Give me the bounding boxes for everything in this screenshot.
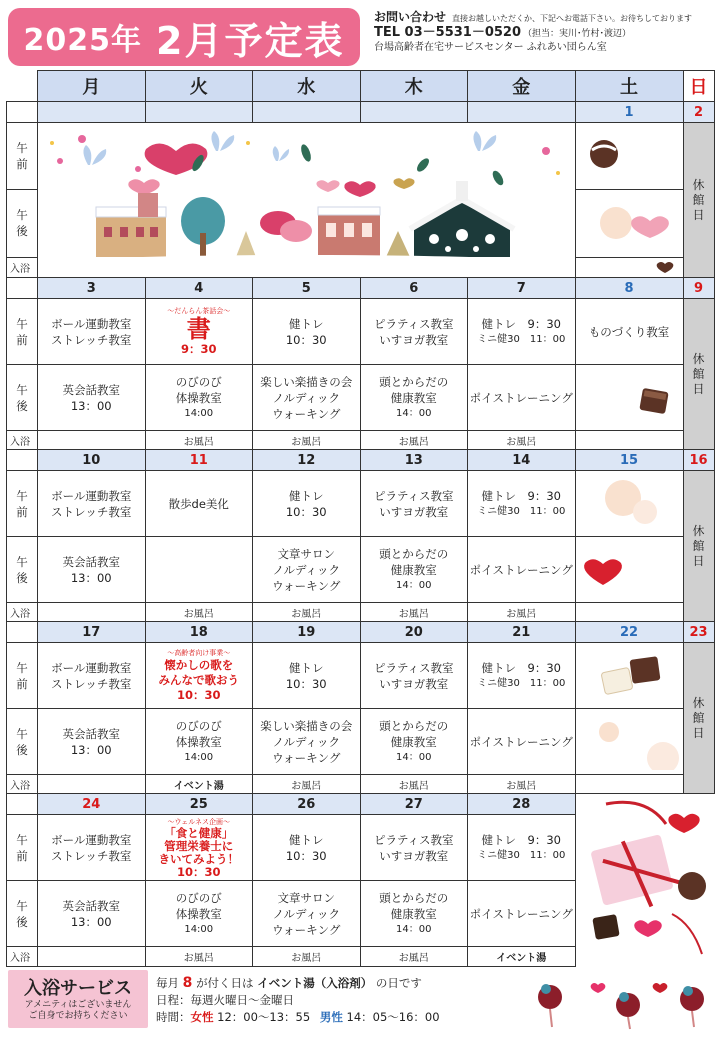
header-corner [7, 71, 38, 102]
gift-art [576, 794, 714, 962]
date-cell [360, 102, 468, 123]
bath-cell [38, 431, 146, 450]
gift-box-illustration [575, 794, 714, 967]
bath-cell [38, 947, 146, 966]
date-label-blank [7, 794, 38, 815]
bath-event-line: 毎月 8 が付く日は イベント湯（入浴剤） の日です [156, 975, 422, 991]
chocolate-art [576, 124, 683, 184]
date-cell[interactable]: 19 [253, 622, 361, 643]
event-cell[interactable]: 健トレ 9：30 ミニ健30 11：00 [468, 299, 576, 365]
week1-dates [7, 102, 715, 123]
title-year: 2025年 [23, 23, 143, 58]
weekday-header [7, 71, 715, 102]
event-cell[interactable]: 頭とからだの 健康教室 14：00 [360, 881, 468, 947]
calendar-title [8, 8, 360, 66]
title-month: 2月予定表 [156, 18, 345, 63]
date-cell[interactable]: 27 [360, 794, 468, 815]
date-cell-sat[interactable]: 1 [575, 102, 683, 123]
event-cell[interactable]: ボール運動教室 ストレッチ教室 [38, 299, 146, 365]
week3-dates [7, 450, 715, 471]
contact-phone[interactable]: TEL 03－5531－0520 [374, 25, 522, 40]
bath-cell: お風呂 [253, 431, 361, 450]
calendar-grid [6, 70, 715, 967]
event-cell[interactable]: ボール運動教室 ストレッチ教室 [38, 471, 146, 537]
event-cell[interactable]: 健トレ 9：30 ミニ健30 11：00 [468, 471, 576, 537]
date-cell[interactable]: 17 [38, 622, 146, 643]
bath-cell [575, 257, 683, 277]
event-cell[interactable]: のびのび 体操教室 14:00 [145, 365, 253, 431]
event-cell[interactable]: 楽しい楽描きの会 ノルディック ウォーキング [253, 709, 361, 775]
bath-cell: お風呂 [468, 431, 576, 450]
heart-art [579, 538, 679, 598]
closed-day-marker: 休 館 日 [683, 643, 714, 794]
bath-label: 入浴 [7, 431, 38, 450]
closed-day-marker: 休 館 日 [683, 123, 714, 278]
cream-illustration [575, 471, 683, 537]
event-cell[interactable]: ポイストレーニング [468, 709, 576, 775]
am-label: 午 前 [7, 471, 38, 537]
bath-schedule-line: 日程：毎週火曜日～金曜日 [156, 993, 294, 1007]
event-cell[interactable]: のびのび 体操教室 14:00 [145, 881, 253, 947]
chocolate-art [579, 366, 679, 426]
date-cell[interactable]: 3 [38, 278, 146, 299]
pm-label: 午 後 [7, 709, 38, 775]
date-cell[interactable]: 18 [145, 622, 253, 643]
date-cell [38, 102, 146, 123]
contact-info [374, 10, 716, 55]
bath-label: 入浴 [7, 947, 38, 966]
event-cell[interactable]: ポイストレーニング [468, 537, 576, 603]
contact-note: 直接お越しいただくか、下記へお電話下さい。お待ちしております [452, 14, 693, 23]
village-art [38, 123, 574, 273]
date-cell[interactable]: 14 [468, 450, 576, 471]
cream-art [579, 710, 679, 770]
chocolate-illustration [575, 365, 683, 431]
bath-cell [38, 603, 146, 622]
bath-cell [575, 431, 683, 450]
date-cell [253, 102, 361, 123]
event-cell[interactable]: 健トレ 10：30 [253, 815, 361, 881]
heart-illustration [575, 537, 683, 603]
bath-cell [575, 603, 683, 622]
date-cell[interactable]: 6 [360, 278, 468, 299]
date-cell[interactable]: 10 [38, 450, 146, 471]
pm-label: 午 後 [7, 881, 38, 947]
date-cell[interactable]: 26 [253, 794, 361, 815]
date-cell-holiday[interactable]: 11 [145, 450, 253, 471]
event-cell[interactable]: 散歩de美化 [145, 471, 253, 537]
event-cell[interactable]: ピラティス教室 いすヨガ教室 [360, 471, 468, 537]
am-label: 午 前 [7, 123, 38, 190]
date-cell[interactable]: 21 [468, 622, 576, 643]
event-cell-singing[interactable]: ～高齢者向け事業～ 懐かしの歌を みんなで歌おう 10：30 [145, 643, 253, 709]
event-cell[interactable]: 健トレ 9：30 ミニ健30 11：00 [468, 643, 576, 709]
winter-village-illustration [38, 123, 576, 278]
chocolate-art [579, 644, 679, 704]
bath-cell: お風呂 [468, 775, 576, 794]
date-cell[interactable]: 5 [253, 278, 361, 299]
bath-time-line: 時間：女性 12：00～13：55 男性 14：05～16：00 [156, 1010, 440, 1024]
event-cell[interactable]: 頭とからだの 健康教室 14：00 [360, 537, 468, 603]
bath-cell [575, 775, 683, 794]
date-cell[interactable]: 20 [360, 622, 468, 643]
pm-label: 午 後 [7, 365, 38, 431]
event-cell[interactable]: 頭とからだの 健康教室 14：00 [360, 365, 468, 431]
date-cell-sun[interactable]: 16 [683, 450, 714, 471]
small-heart-art [579, 258, 679, 274]
event-cell[interactable]: 健トレ 10：30 [253, 299, 361, 365]
date-label-blank [7, 450, 38, 471]
event-cell[interactable]: ボール運動教室 ストレッチ教室 [38, 815, 146, 881]
bath-cell: お風呂 [360, 775, 468, 794]
weekday-sun: 日 [683, 71, 714, 102]
week2-pm [7, 365, 715, 431]
event-cell[interactable]: ポイストレーニング [468, 881, 576, 947]
date-cell[interactable]: 7 [468, 278, 576, 299]
bath-cell [38, 775, 146, 794]
event-cell-calligraphy[interactable]: ～だんらん茶話会～ 書 9：30 [145, 299, 253, 365]
bath-cell: お風呂 [360, 431, 468, 450]
event-cell[interactable]: 文章サロン ノルディック ウォーキング [253, 881, 361, 947]
pm-label: 午 後 [7, 537, 38, 603]
week3-bath [7, 603, 715, 622]
date-cell [468, 102, 576, 123]
bath-cell: お風呂 [145, 947, 253, 966]
date-cell[interactable]: 4 [145, 278, 253, 299]
weekday-sat: 土 [575, 71, 683, 102]
event-cell[interactable]: 文章サロン ノルディック ウォーキング [253, 537, 361, 603]
event-cell[interactable]: ものづくり教室 [575, 299, 683, 365]
date-cell-holiday[interactable]: 24 [38, 794, 146, 815]
bath-label: 入浴 [7, 775, 38, 794]
date-label-blank [7, 622, 38, 643]
week3-am [7, 471, 715, 537]
pm-label: 午 後 [7, 190, 38, 257]
date-label-blank [7, 278, 38, 299]
weekday-tue: 火 [145, 71, 253, 102]
bath-service-note-2: ご自身でお持ちください [28, 1011, 128, 1021]
date-cell-sun[interactable]: 9 [683, 278, 714, 299]
contact-place: 台場高齢者在宅サービスセンター ふれあい団らん室 [374, 42, 607, 53]
date-cell-sat[interactable]: 22 [575, 622, 683, 643]
event-cell[interactable]: 英会話教室 13：00 [38, 537, 146, 603]
weekday-thu: 木 [360, 71, 468, 102]
date-cell[interactable]: 12 [253, 450, 361, 471]
bath-service-title: 入浴サービス [24, 978, 132, 999]
bath-cell: お風呂 [253, 775, 361, 794]
chocolate-illustration [575, 123, 683, 190]
event-cell[interactable]: ピラティス教室 いすヨガ教室 [360, 815, 468, 881]
week2-am [7, 299, 715, 365]
bath-cell: お風呂 [360, 603, 468, 622]
bath-service-info [156, 975, 440, 1026]
event-cell[interactable]: 健トレ 10：30 [253, 471, 361, 537]
event-cell[interactable]: ピラティス教室 いすヨガ教室 [360, 643, 468, 709]
date-cell-sat[interactable]: 8 [575, 278, 683, 299]
event-cell[interactable]: 英会話教室 13：00 [38, 365, 146, 431]
bath-cell: お風呂 [360, 947, 468, 966]
week1-am [7, 123, 715, 190]
week4-bath [7, 775, 715, 794]
date-label-blank [7, 102, 38, 123]
bath-service-box [8, 970, 148, 1028]
candy-apple-illustration [530, 975, 715, 1030]
weekday-wed: 水 [253, 71, 361, 102]
bath-label: 入浴 [7, 257, 38, 277]
event-cell[interactable]: ボール運動教室 ストレッチ教室 [38, 643, 146, 709]
event-cell[interactable]: のびのび 体操教室 14:00 [145, 709, 253, 775]
event-cell-nutrition[interactable]: ～ウェルネス企画～ 「食と健康」 管理栄養士に きいてみよう！ 10：30 [145, 815, 253, 881]
closed-day-marker: 休 館 日 [683, 471, 714, 622]
contact-heading: お問い合わせ [374, 10, 447, 24]
week4-dates [7, 622, 715, 643]
bath-cell: お風呂 [145, 603, 253, 622]
event-cell[interactable]: 英会話教室 13：00 [38, 709, 146, 775]
bath-cell: お風呂 [468, 603, 576, 622]
cream-art [579, 472, 679, 532]
event-cell[interactable]: 頭とからだの 健康教室 14：00 [360, 709, 468, 775]
week3-pm [7, 537, 715, 603]
am-label: 午 前 [7, 815, 38, 881]
event-cell[interactable]: 英会話教室 13：00 [38, 881, 146, 947]
week4-pm [7, 709, 715, 775]
cream-illustration [575, 709, 683, 775]
date-cell[interactable]: 28 [468, 794, 576, 815]
week4-am [7, 643, 715, 709]
date-cell-sun[interactable]: 23 [683, 622, 714, 643]
event-cell[interactable]: ピラティス教室 いすヨガ教室 [360, 299, 468, 365]
event-cell[interactable]: 楽しい楽描きの会 ノルディック ウォーキング [253, 365, 361, 431]
bath-cell: お風呂 [253, 947, 361, 966]
event-cell[interactable]: 健トレ 10：30 [253, 643, 361, 709]
heart-illustration [575, 190, 683, 257]
week5-dates [7, 794, 715, 815]
bath-label: 入浴 [7, 603, 38, 622]
event-cell-empty [145, 537, 253, 603]
event-cell[interactable]: 健トレ 9：30 ミニ健30 11：00 [468, 815, 576, 881]
week2-dates [7, 278, 715, 299]
bath-cell-event: イベント湯 [145, 775, 253, 794]
date-cell[interactable]: 13 [360, 450, 468, 471]
chocolate-box-illustration [575, 643, 683, 709]
date-cell-sun[interactable]: 2 [683, 102, 714, 123]
date-cell [145, 102, 253, 123]
bath-cell-event: イベント湯 [468, 947, 576, 966]
bath-service-note-1: アメニティはございません [24, 1000, 132, 1010]
weekday-fri: 金 [468, 71, 576, 102]
heart-art [576, 191, 683, 251]
event-cell[interactable]: ポイストレーニング [468, 365, 576, 431]
date-cell[interactable]: 25 [145, 794, 253, 815]
bath-cell: お風呂 [145, 431, 253, 450]
am-label: 午 前 [7, 299, 38, 365]
week2-bath [7, 431, 715, 450]
weekday-mon: 月 [38, 71, 146, 102]
bath-cell: お風呂 [253, 603, 361, 622]
am-label: 午 前 [7, 643, 38, 709]
contact-staff: （担当：実川･竹村･渡辺） [523, 29, 632, 39]
closed-day-marker: 休 館 日 [683, 299, 714, 450]
date-cell-sat[interactable]: 15 [575, 450, 683, 471]
